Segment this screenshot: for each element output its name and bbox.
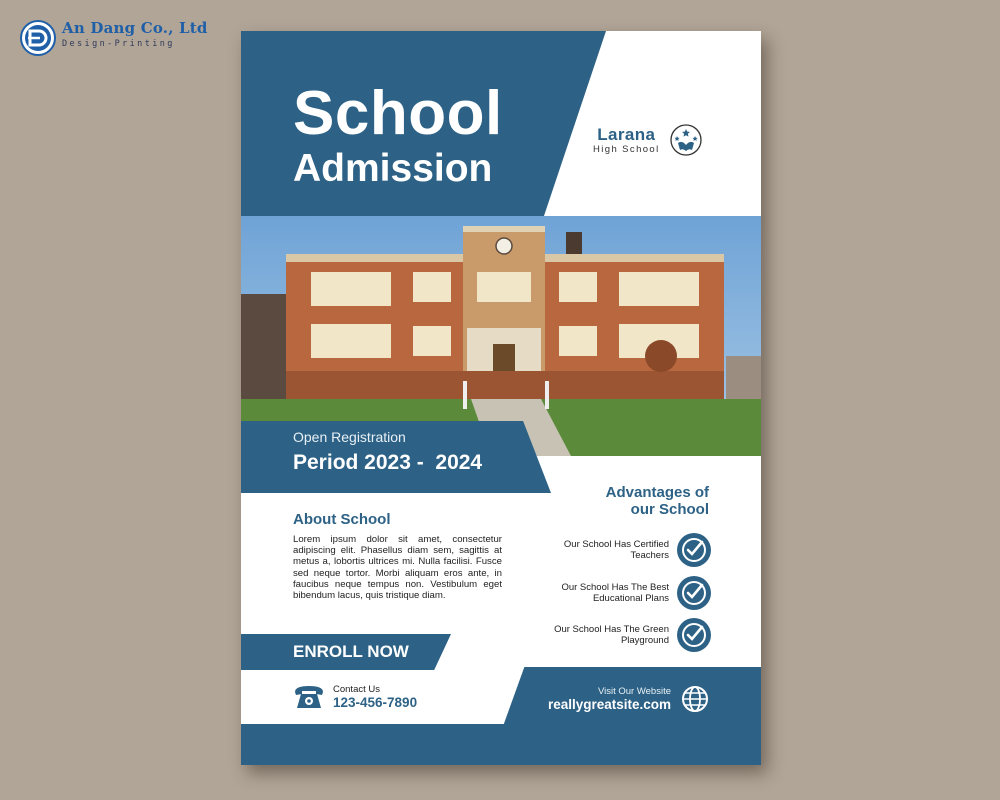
check-icon	[677, 618, 711, 652]
website-url: reallygreatsite.com	[547, 697, 671, 712]
advantages-title-line-2: our School	[630, 501, 709, 518]
advantage-item	[529, 618, 711, 652]
school-emblem-icon	[670, 124, 702, 156]
school-subtitle: High School	[593, 144, 660, 155]
title-line-2: Admission	[293, 147, 493, 190]
check-icon	[677, 576, 711, 610]
school-name: Larana	[597, 125, 656, 144]
about-title: About School	[293, 511, 391, 528]
website-label: Visit Our Website	[597, 686, 671, 697]
brand-name: An Dang Co., Ltd	[62, 19, 208, 37]
advantages-title	[509, 484, 709, 518]
school-logo	[593, 124, 702, 156]
website-block	[548, 685, 709, 713]
registration-label: Open Registration	[293, 429, 406, 445]
admission-flyer	[241, 31, 761, 765]
phone-icon	[293, 683, 325, 711]
advantages-title-line-1: Advantages of	[605, 484, 709, 501]
check-icon	[677, 533, 711, 567]
enroll-now-label: ENROLL NOW	[293, 642, 409, 661]
advantage-item	[529, 533, 711, 567]
about-body: Lorem ipsum dolor sit amet, consectetur adipiscing elit. Phasellus diam sem, sagittis at metus a, lobortis ultrices mi. Nulla facilisi. Fusce sed neque tortor. Morbi aliquam eros ante, in faucibus neque tempus non. Vestibulum eget bibendum lacus, quis tristique diam.	[293, 534, 502, 602]
globe-icon	[681, 685, 709, 713]
advantage-line-1: Our School Has The Green	[554, 623, 669, 635]
advantage-line-2: Playground	[620, 635, 669, 646]
advantage-line-1: Our School Has The Best	[561, 581, 669, 593]
flyer-title	[293, 79, 503, 191]
brand-watermark	[20, 20, 208, 56]
advantage-line-2: Teachers	[630, 550, 669, 561]
contact-block	[293, 683, 417, 711]
website-band	[489, 667, 761, 765]
registration-period: Period 2023 - 2024	[293, 451, 483, 474]
brand-tagline: Design-Printing	[62, 39, 175, 49]
school-building-photo	[241, 216, 761, 456]
contact-label: Contact Us	[333, 684, 380, 695]
brand-logo-icon	[20, 20, 56, 56]
advantage-line-1: Our School Has Certified	[563, 538, 669, 550]
advantage-line-2: Educational Plans	[592, 593, 669, 604]
title-line-1: School	[293, 79, 503, 148]
contact-phone: 123-456-7890	[333, 695, 418, 710]
advantage-item	[529, 576, 711, 610]
